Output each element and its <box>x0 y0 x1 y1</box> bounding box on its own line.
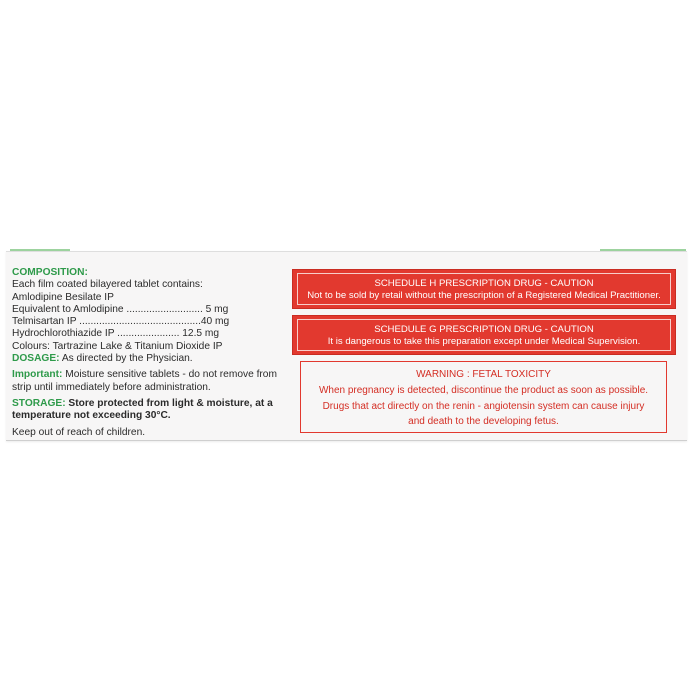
storage-note <box>12 398 287 423</box>
warning-line: When pregnancy is detected, discontinue the product as soon as possible. <box>318 384 649 396</box>
important-label: Important: <box>12 369 63 381</box>
warning-line: and death to the developing fetus. <box>408 416 559 428</box>
warning-title: WARNING : FETAL TOXICITY <box>416 369 551 380</box>
keep-out-note: Keep out of reach of children. <box>12 426 146 438</box>
storage-label: STORAGE: <box>12 397 66 409</box>
schedule-h-title: SCHEDULE H PRESCRIPTION DRUG - CAUTION <box>374 278 594 289</box>
composition-line: Telmisartan IP ...........................................40 mg <box>12 316 230 328</box>
dosage-label: DOSAGE: <box>12 353 60 365</box>
storage-text: Store protected from light & moisture, at a temperature not exceeding 30°C. <box>12 397 273 422</box>
composition-line: Amlodipine Besilate IP <box>12 291 114 303</box>
composition-line: Hydrochlorothiazide IP ...................... 12.5 mg <box>12 328 220 340</box>
schedule-g-caution <box>292 315 676 355</box>
composition-line: Colours: Tartrazine Lake & Titanium Dioxide IP <box>12 340 223 352</box>
warning-line: Drugs that act directly on the renin - angiotensin system can cause injury <box>322 400 645 412</box>
dosage-line <box>12 353 287 365</box>
composition-heading: COMPOSITION: <box>12 267 88 278</box>
info-column <box>12 267 287 439</box>
fetal-toxicity-warning <box>300 361 667 433</box>
schedule-g-text: It is dangerous to take this preparation except under Medical Supervision. <box>327 336 641 347</box>
composition-intro: Each film coated bilayered tablet contains: <box>12 279 203 291</box>
important-text: Moisture sensitive tablets - do not remove from strip until immediately before administration. <box>12 369 277 393</box>
dosage-text: As directed by the Physician. <box>59 353 193 365</box>
carton-panel <box>6 251 687 441</box>
schedule-h-text: Not to be sold by retail without the prescription of a Registered Medical Practitioner. <box>307 290 661 301</box>
important-note <box>12 369 287 394</box>
schedule-g-title: SCHEDULE G PRESCRIPTION DRUG - CAUTION <box>374 324 594 335</box>
schedule-h-caution <box>292 269 676 309</box>
composition-line: Equivalent to Amlodipine ........................... 5 mg <box>12 303 229 315</box>
